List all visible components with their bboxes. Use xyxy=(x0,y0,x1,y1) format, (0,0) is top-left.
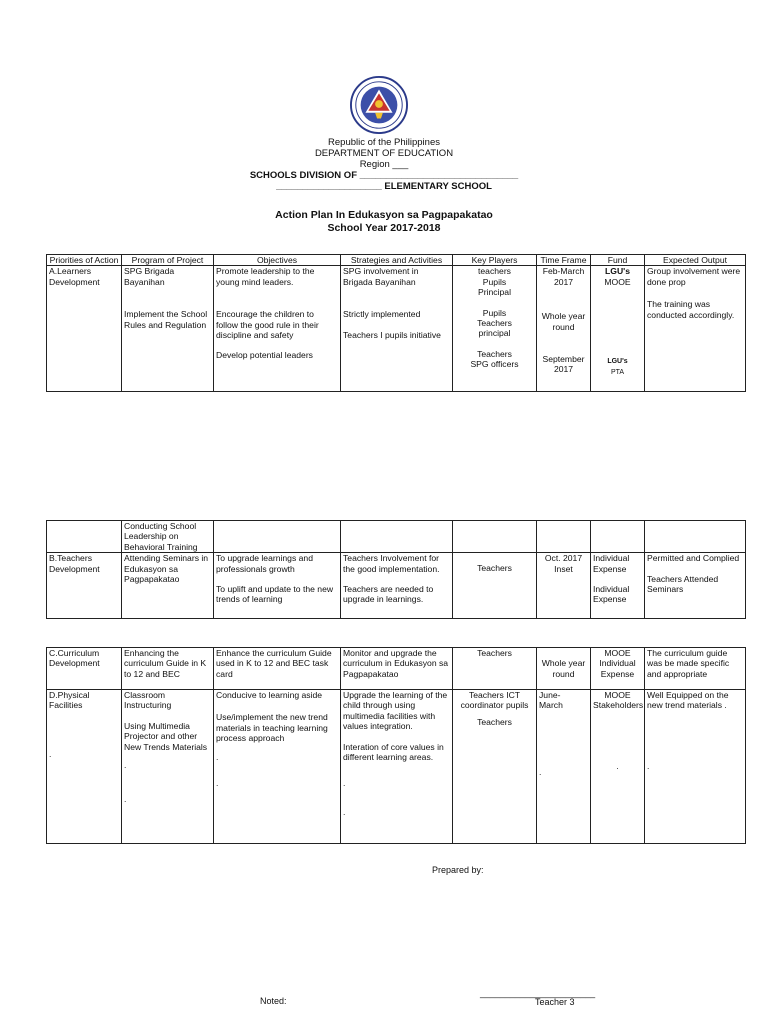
program-cell: Conducting School Leadership on Behavioral Training xyxy=(122,521,214,553)
col-header: Key Players xyxy=(453,255,537,266)
table-header-row xyxy=(47,255,746,266)
strategies-cell: Monitor and upgrade the curriculum in Edukasyon sa Pagpapakatao xyxy=(341,648,453,690)
col-header: Strategies and Activities xyxy=(341,255,453,266)
output-cell: The curriculum guide was be made specific and appropriate xyxy=(645,648,746,690)
col-header: Objectives xyxy=(214,255,341,266)
time-frame-cell: Feb-March 2017 Whole year round September 2017 xyxy=(537,266,591,392)
col-header: Fund xyxy=(591,255,645,266)
fund-cell: LGU's MOOE LGU's PTA xyxy=(591,266,645,392)
noted-label: Noted: xyxy=(260,996,287,1006)
key-players-cell: Teachers xyxy=(453,648,537,690)
teacher-title: Teacher 3 xyxy=(535,997,575,1007)
deped-seal-icon xyxy=(350,76,408,134)
objectives-cell: To upgrade learnings and professionals growth To uplift and update to the new trends of learning xyxy=(214,553,341,619)
program-cell: Enhancing the curriculum Guide in K to 12 and BEC xyxy=(122,648,214,690)
header-republic: Republic of the Philippines xyxy=(328,137,440,148)
objectives-cell: Promote leadership to the young mind leaders. Encourage the children to follow the good rule in their discipline and safety Develop potential leaders xyxy=(214,266,341,392)
objectives-cell: Conducive to learning aside Use/implement the new trend materials in teaching learning process approach . . xyxy=(214,690,341,844)
time-frame-cell: June- March . xyxy=(537,690,591,844)
objectives-cell: Enhance the curriculum Guide used in K to 12 and BEC task card xyxy=(214,648,341,690)
output-cell: Well Equipped on the new trend materials . . xyxy=(645,690,746,844)
table-row xyxy=(47,553,746,619)
strategies-cell: Teachers Involvement for the good implementation. Teachers are needed to upgrade in learnings. xyxy=(341,553,453,619)
table-row xyxy=(47,266,746,392)
priority-cell: C.Curriculum Development xyxy=(47,648,122,690)
strategies-cell: Upgrade the learning of the child through using multimedia facilities with values integration. Interation of core values in different learning areas. . . xyxy=(341,690,453,844)
fund-cell: MOOE Individual Expense xyxy=(591,648,645,690)
action-plan-table-2 xyxy=(46,520,746,619)
col-header: Time Frame xyxy=(537,255,591,266)
prepared-by-label: Prepared by: xyxy=(432,865,484,875)
action-plan-table-1 xyxy=(46,254,746,392)
header-department: DEPARTMENT OF EDUCATION xyxy=(314,148,454,159)
fund-cell: MOOE Stakeholders . xyxy=(591,690,645,844)
table-row xyxy=(47,648,746,690)
col-header: Program of Project xyxy=(122,255,214,266)
strategies-cell: SPG involvement in Brigada Bayanihan Strictly implemented Teachers I pupils initiative xyxy=(341,266,453,392)
program-cell: Attending Seminars in Edukasyon sa Pagpapakatao xyxy=(122,553,214,619)
action-plan-table-3 xyxy=(46,647,746,844)
table-row xyxy=(47,690,746,844)
time-frame-cell: Oct. 2017 Inset xyxy=(537,553,591,619)
col-header: Priorities of Action xyxy=(47,255,122,266)
signature-line: _______________________ xyxy=(480,988,596,998)
page-subtitle: School Year 2017-2018 xyxy=(327,222,441,234)
fund-cell: Individual Expense Individual Expense xyxy=(591,553,645,619)
priority-cell: B.Teachers Development xyxy=(47,553,122,619)
priority-cell: D.Physical Facilities . xyxy=(47,690,122,844)
program-cell: SPG Brigada Bayanihan Implement the School Rules and Regulation xyxy=(122,266,214,392)
program-cell: Classroom Instructuring Using Multimedia Projector and other New Trends Materials . . xyxy=(122,690,214,844)
output-cell: Permitted and Complied Teachers Attended Seminars xyxy=(645,553,746,619)
priority-cell: A.Learners Development xyxy=(47,266,122,392)
col-header: Expected Output xyxy=(645,255,746,266)
time-frame-cell: Whole year round xyxy=(537,648,591,690)
table-row xyxy=(47,521,746,553)
header-division: SCHOOLS DIVISION OF ______________________________ xyxy=(249,170,519,181)
key-players-cell: teachers Pupils Principal Pupils Teachers principal Teachers SPG officers xyxy=(453,266,537,392)
page-title: Action Plan In Edukasyon sa Pagpapakatao xyxy=(275,209,493,221)
header-region: Region ___ xyxy=(359,159,409,170)
header-school: ____________________ ELEMENTARY SCHOOL xyxy=(276,181,492,192)
output-cell: Group involvement were done prop The training was conducted accordingly. xyxy=(645,266,746,392)
key-players-cell: Teachers xyxy=(453,553,537,619)
key-players-cell: Teachers ICT coordinator pupils Teachers xyxy=(453,690,537,844)
